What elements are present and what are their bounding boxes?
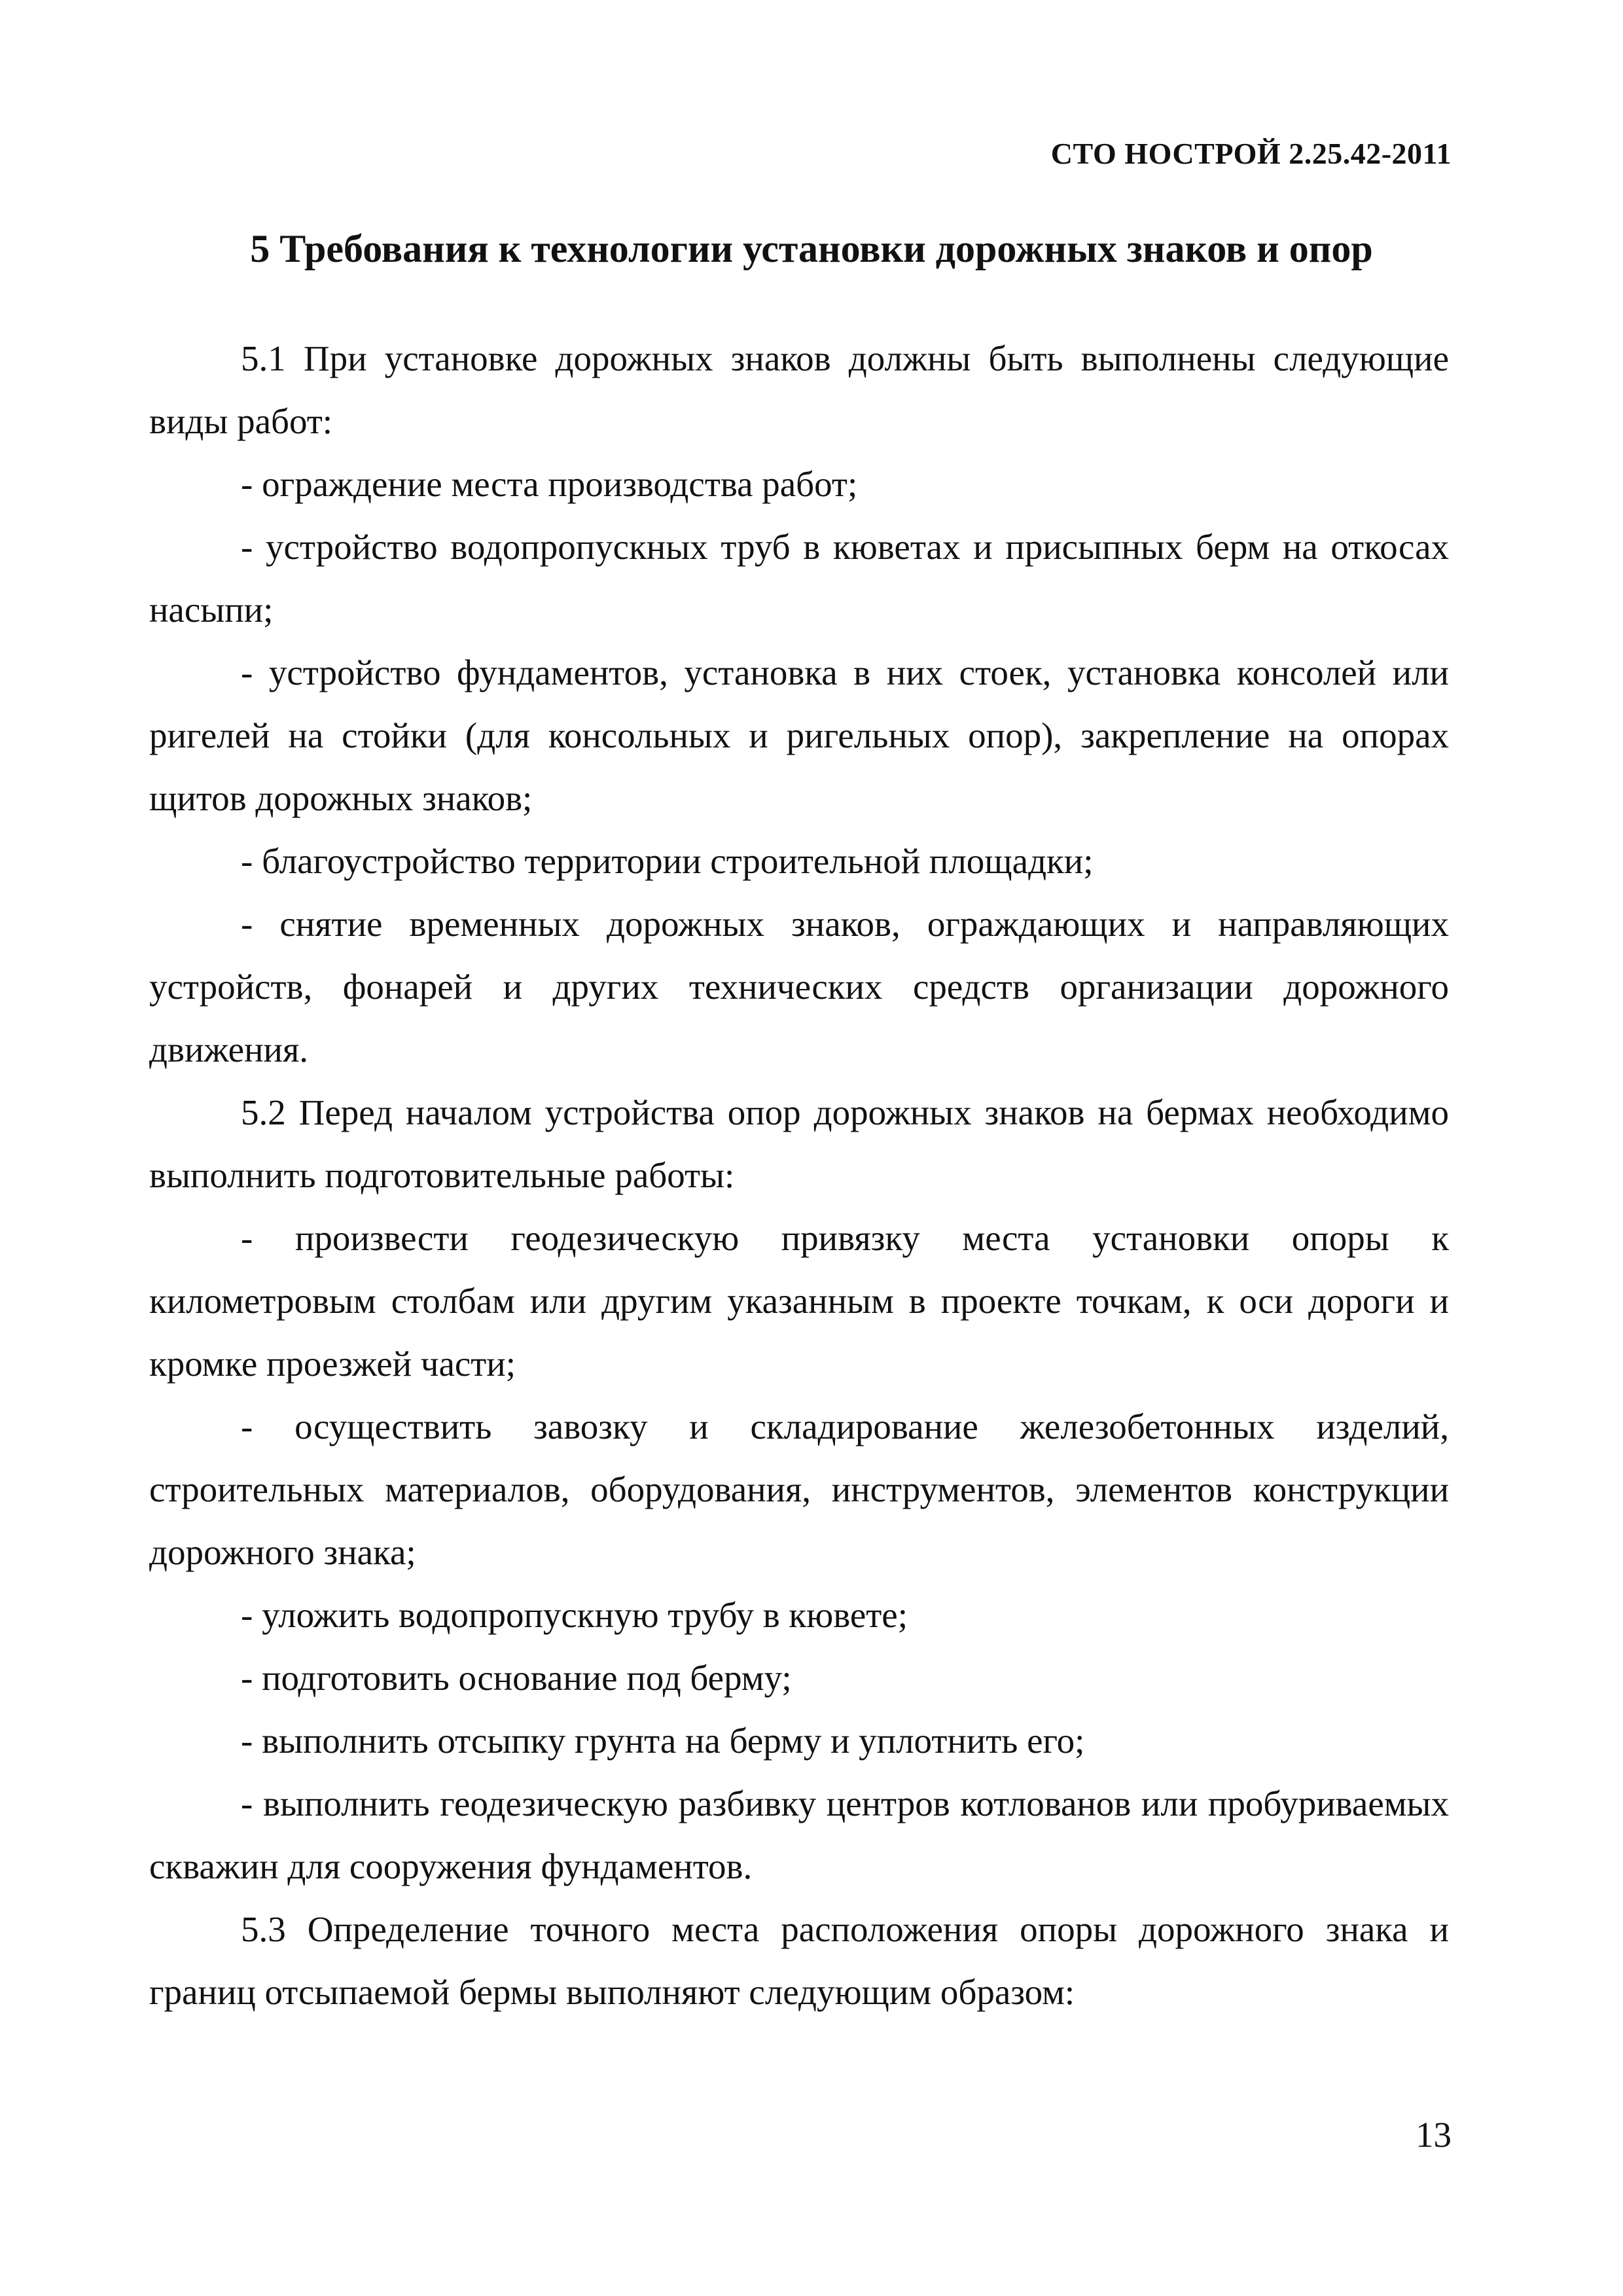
page-number: 13 — [1416, 2115, 1452, 2155]
paragraph: - осуществить завозку и складирование железобетонных изделий, строительных материалов, оборудования, инструментов, элементов конструкции дорожного знака; — [149, 1407, 1449, 1572]
paragraph: 5.3 Определение точного места расположения опоры дорожного знака и границ отсыпаемой бермы выполняют следующим образом: — [149, 1909, 1449, 2012]
paragraph: - выполнить отсыпку грунта на берму и уплотнить его; — [241, 1721, 1085, 1761]
body-text — [149, 327, 1449, 2024]
section-title: 5 Требования к технологии установки дорожных знаков и опор — [250, 227, 1373, 270]
paragraph: - произвести геодезическую привязку места установки опоры к километровым столбам или другим указанным в проекте точкам, к оси дороги и кромке проезжей части; — [149, 1218, 1449, 1384]
paragraph: - подготовить основание под берму; — [241, 1658, 792, 1698]
paragraph: - выполнить геодезическую разбивку центров котлованов или пробуриваемых скважин для сооружения фундаментов. — [149, 1784, 1449, 1886]
paragraph: - снятие временных дорожных знаков, ограждающих и направляющих устройств, фонарей и других технических средств организации дорожного движения. — [149, 904, 1449, 1069]
paragraph: - ограждение места производства работ; — [241, 464, 858, 504]
document-code: СТО НОСТРОЙ 2.25.42-2011 — [1050, 137, 1452, 170]
paragraph: - устройство водопропускных труб в кюветах и присыпных берм на откосах насыпи; — [149, 527, 1449, 630]
paragraph: 5.1 При установке дорожных знаков должны быть выполнены следующие виды работ: — [149, 338, 1449, 441]
paragraph: - уложить водопропускную трубу в кювете; — [241, 1595, 908, 1635]
paragraph: - благоустройство территории строительной площадки; — [241, 841, 1094, 881]
paragraph: 5.2 Перед началом устройства опор дорожных знаков на бермах необходимо выполнить подготовительные работы: — [149, 1092, 1449, 1195]
paragraph: - устройство фундаментов, установка в них стоек, установка консолей или ригелей на стойки (для консольных и ригельных опор), закрепление на опорах щитов дорожных знаков; — [149, 653, 1449, 818]
